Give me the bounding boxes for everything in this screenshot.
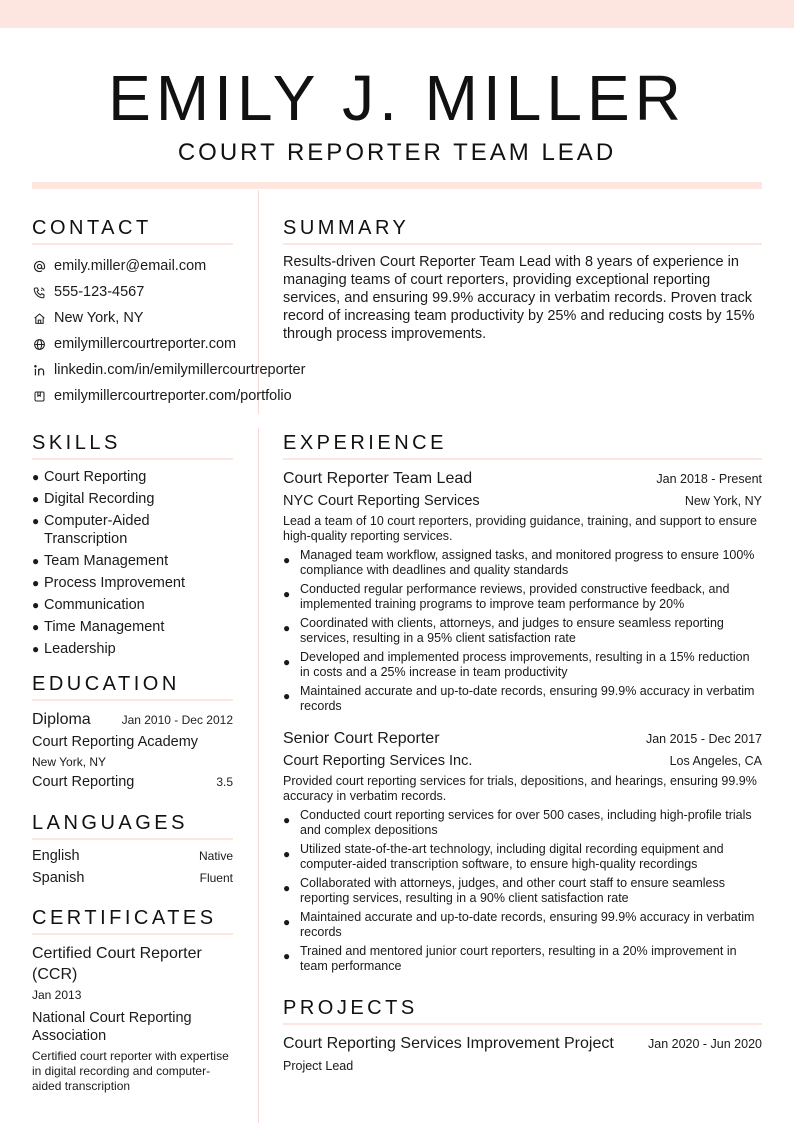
summary-title: SUMMARY xyxy=(283,215,762,245)
skill-item: ● Court Reporting xyxy=(32,469,147,485)
top-accent-band xyxy=(0,0,794,28)
skill-item: ● Time Management xyxy=(32,619,165,635)
education-degree: Diploma xyxy=(32,711,91,728)
job-description: Provided court reporting services for trials, depositions, and hearings, ensuring 99.9% accuracy in verbatim records. xyxy=(283,774,757,803)
language-row: English Native xyxy=(32,848,233,864)
contact-portfolio[interactable] xyxy=(32,383,292,409)
education-school: Court Reporting Academy xyxy=(32,734,199,750)
linkedin-icon xyxy=(32,363,46,377)
education-field: Court Reporting xyxy=(32,774,135,790)
job-bullet: ● Trained and mentored junior court reporters, resulting in a 20% improvement in team performance xyxy=(283,944,737,973)
skill-item: ● Process Improvement xyxy=(32,575,186,591)
projects-section xyxy=(283,995,762,1077)
candidate-name: EMILY J. MILLER xyxy=(108,62,686,134)
contact-email[interactable] xyxy=(32,253,233,279)
skills-section xyxy=(32,430,233,662)
job-entry xyxy=(283,728,762,974)
skill-item: ● Digital Recording xyxy=(32,491,155,507)
skill-item: ● Computer-Aided Transcription xyxy=(32,513,150,547)
summary-text: Results-driven Court Reporter Team Lead with 8 years of experience in managing teams of court reporters, providing exceptional reporting services, and ensuring 99.9% accuracy in verbatim records. Proven track record of increasing team productivity by 25% and reducing costs by 15% through process improvements. xyxy=(283,254,755,342)
projects-title: PROJECTS xyxy=(283,995,762,1025)
job-bullet: ● Maintained accurate and up-to-date records, ensuring 99.9% accuracy in verbatim records xyxy=(283,910,755,939)
contact-phone[interactable] xyxy=(32,279,233,305)
job-location: Los Angeles, CA xyxy=(669,754,762,768)
job-bullet: ● Conducted regular performance reviews, provided constructive feedback, and implemented training programs to improve team performance by 20% xyxy=(283,582,730,611)
job-title: Senior Court Reporter xyxy=(283,730,440,747)
job-title: Court Reporter Team Lead xyxy=(283,470,473,487)
education-dates: Jan 2010 - Dec 2012 xyxy=(121,713,233,727)
home-icon xyxy=(32,311,46,325)
job-bullet: ● Managed team workflow, assigned tasks, and monitored progress to ensure 100% compliance with deadlines and quality standards xyxy=(283,548,755,577)
phone-icon xyxy=(32,285,46,299)
education-section xyxy=(32,671,233,793)
portfolio-icon xyxy=(32,389,46,403)
contact-website[interactable] xyxy=(32,331,237,357)
certificate-name: Certified Court Reporter (CCR) xyxy=(32,945,202,983)
language-row: Spanish Fluent xyxy=(32,870,233,886)
contact-section xyxy=(32,215,306,409)
job-bullet: ● Collaborated with attorneys, judges, and other court staff to ensure seamless reporting services, resulting in a 90% client satisfaction rate xyxy=(283,876,726,905)
contact-location xyxy=(32,305,233,331)
job-description: Lead a team of 10 court reporters, providing guidance, training, and support to ensure high-quality reporting services. xyxy=(283,514,757,543)
education-gpa: 3.5 xyxy=(216,775,233,789)
header-rule xyxy=(32,182,762,189)
contact-phone-text: 555-123-4567 xyxy=(54,284,145,300)
job-bullet: ● Developed and implemented process improvements, resulting in a 15% reduction in costs and a 25% increase in team productivity xyxy=(283,650,750,679)
languages-section xyxy=(32,810,233,892)
contact-portfolio-text: emilymillercourtreporter.com/portfolio xyxy=(54,388,292,404)
skill-item: ● Team Management xyxy=(32,553,169,569)
job-company: NYC Court Reporting Services xyxy=(283,493,480,509)
candidate-role: COURT REPORTER TEAM LEAD xyxy=(177,139,617,166)
job-bullet: ● Utilized state-of-the-art technology, including digital recording equipment and computer-aided transcription software, to ensure high-quality recordings xyxy=(283,842,724,871)
at-icon xyxy=(32,259,46,273)
contact-website-text: emilymillercourtreporter.com xyxy=(54,336,237,352)
column-divider-bottom xyxy=(258,428,259,1123)
contact-email-text: emily.miller@email.com xyxy=(54,258,207,274)
project-name: Court Reporting Services Improvement Project xyxy=(283,1035,614,1052)
education-location: New York, NY xyxy=(32,755,107,769)
experience-section xyxy=(283,430,762,978)
job-bullet: ● Conducted court reporting services for over 500 cases, including high-profile trials and complex depositions xyxy=(283,808,752,837)
contact-location-text: New York, NY xyxy=(54,310,144,326)
job-bullet: ● Coordinated with clients, attorneys, and judges to ensure seamless reporting services, resulting in a 95% client satisfaction rate xyxy=(283,616,724,645)
certificate-org: National Court Reporting Association xyxy=(32,1010,192,1044)
job-bullet: ● Maintained accurate and up-to-date records, ensuring 99.9% accuracy in verbatim records xyxy=(283,684,755,713)
job-entry xyxy=(283,468,762,714)
certificates-title: CERTIFICATES xyxy=(32,905,233,935)
contact-linkedin[interactable] xyxy=(32,357,306,383)
column-divider-top xyxy=(258,190,259,414)
globe-icon xyxy=(32,337,46,351)
certificate-date: Jan 2013 xyxy=(32,988,82,1002)
job-company: Court Reporting Services Inc. xyxy=(283,753,473,769)
certificates-section xyxy=(32,905,233,1094)
job-dates: Jan 2018 - Present xyxy=(656,472,762,486)
project-dates: Jan 2020 - Jun 2020 xyxy=(648,1037,762,1051)
summary-section xyxy=(283,215,762,343)
project-role: Project Lead xyxy=(283,1059,354,1073)
job-dates: Jan 2015 - Dec 2017 xyxy=(645,732,762,746)
languages-title: LANGUAGES xyxy=(32,810,233,840)
experience-title: EXPERIENCE xyxy=(283,430,762,460)
job-location: New York, NY xyxy=(684,494,762,508)
contact-linkedin-text: linkedin.com/in/emilymillercourtreporter xyxy=(54,362,306,378)
skill-item: ● Communication xyxy=(32,597,145,613)
certificate-desc: Certified court reporter with expertise in digital recording and computer-aided transcription xyxy=(32,1049,229,1093)
skills-title: SKILLS xyxy=(32,430,233,460)
skill-item: ● Leadership xyxy=(32,641,116,657)
contact-title: CONTACT xyxy=(32,215,233,245)
education-title: EDUCATION xyxy=(32,671,233,701)
